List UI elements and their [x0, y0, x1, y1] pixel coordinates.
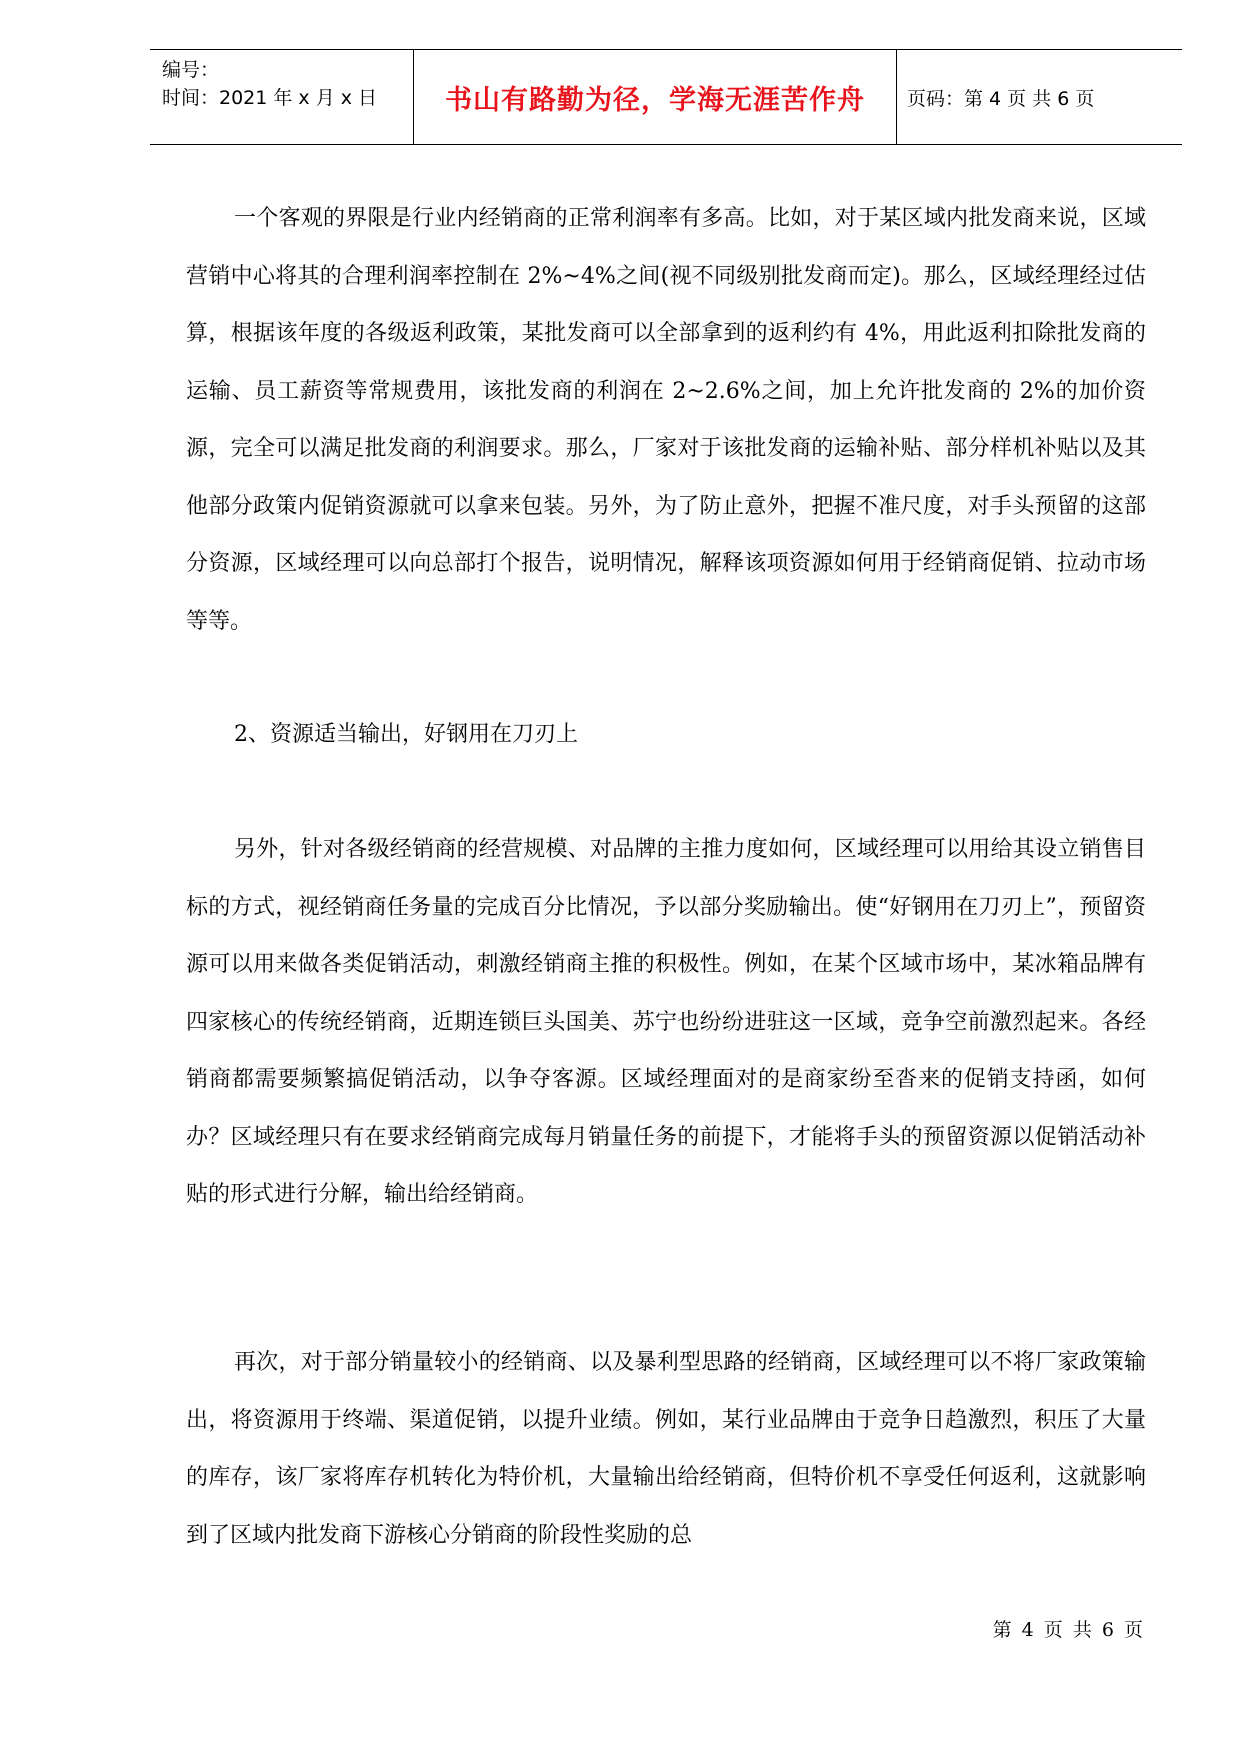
- header-motto-cell: [413, 50, 897, 144]
- page-footer: 第 4 页 共 6 页: [992, 1619, 1145, 1641]
- serial-number-label: 编号：: [162, 59, 220, 81]
- body-section-3: [186, 1334, 1146, 1564]
- body-section-1: [186, 190, 1146, 650]
- section-heading-2: 2、资源适当输出，好钢用在刀刃上: [234, 722, 578, 747]
- body-paragraph-3: 再次，对于部分销量较小的经销商、以及暴利型思路的经销商，区域经理可以不将厂家政策输出，将资源用于终端、渠道促销，以提升业绩。例如，某行业品牌由于竞争日趋激烈，积压了大量的库存，该厂家将库存机转化为特价机，大量输出给经销商，但特价机不享受任何返利，这就影响到了区域内批发商下游核心分销商的阶段性奖励的总: [186, 1350, 1146, 1548]
- body-paragraph-2: 另外，针对各级经销商的经营规模、对品牌的主推力度如何，区域经理可以用给其设立销售目标的方式，视经销商任务量的完成百分比情况，予以部分奖励输出。使“好钢用在刀刃上”，预留资源可以用来做各类促销活动，刺激经销商主推的积极性。例如，在某个区域市场中，某冰箱品牌有四家核心的传统经销商，近期连锁巨头国美、苏宁也纷纷进驻这一区域，竞争空前激烈起来。各经销商都需要频繁搞促销活动，以争夺客源。区域经理面对的是商家纷至沓来的促销支持函，如何办？区域经理只有在要求经销商完成每月销量任务的前提下，才能将手头的预留资源以促销活动补贴的形式进行分解，输出给经销商。: [186, 837, 1146, 1207]
- body-section-2: [186, 821, 1146, 1224]
- date-label: 时间：2021 年 x 月 x 日: [162, 87, 378, 109]
- body-paragraph-1: 一个客观的界限是行业内经销商的正常利润率有多高。比如，对于某区域内批发商来说，区域营销中心将其的合理利润率控制在 2%~4%之间(视不同级别批发商而定)。那么，区域经理经过估算，根据该年度的各级返利政策，某批发商可以全部拿到的返利约有 4%，用此返利扣除批发商的运输、员工薪资等常规费用，该批发商的利润在 2~2.6%之间，加上允许批发商的 2%的加价资源，完全可以满足批发商的利润要求。那么，厂家对于该批发商的运输补贴、部分样机补贴以及其他部分政策内促销资源就可以拿来包装。另外，为了防止意外，把握不准尺度，对手头预留的这部分资源，区域经理可以向总部打个报告，说明情况，解释该项资源如何用于经销商促销、拉动市场等等。: [186, 206, 1146, 634]
- motto-text: 书山有路勤为径，学海无涯苦作舟: [445, 84, 865, 116]
- document-header: [150, 49, 1182, 145]
- header-page-cell: [897, 50, 1182, 144]
- header-page-code: 页码：第 4 页 共 6 页: [907, 87, 1095, 110]
- header-info-cell: [150, 50, 413, 144]
